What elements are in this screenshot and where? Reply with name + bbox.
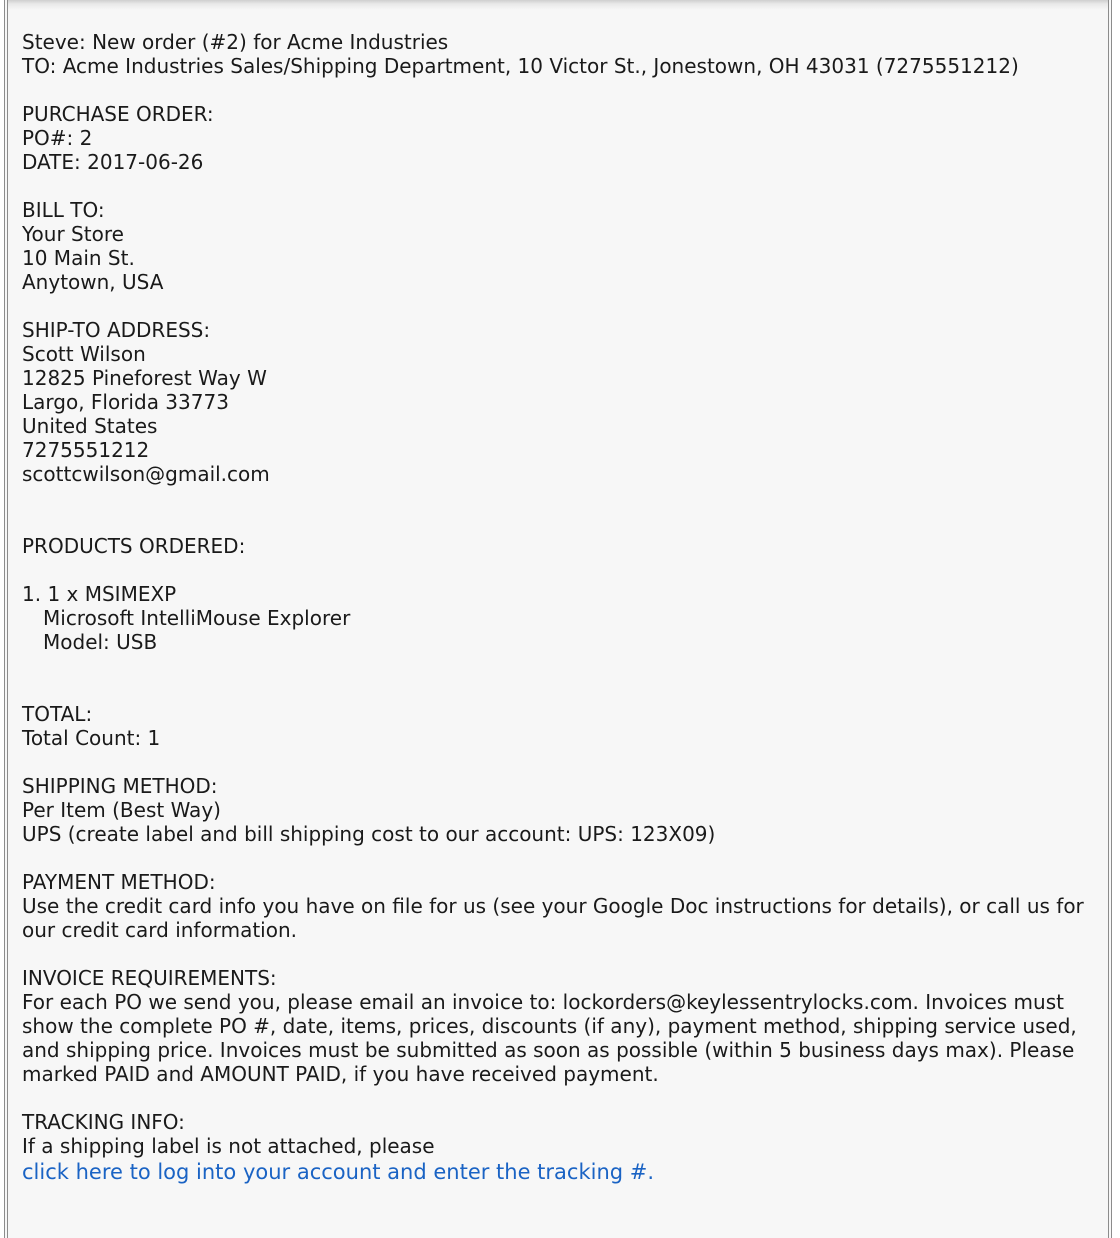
bill-to-line: Anytown, USA — [22, 270, 164, 294]
product-item-model: Model: USB — [43, 630, 158, 654]
bill-to-heading: BILL TO: — [22, 198, 105, 222]
payment-text-line: Use the credit card info you have on file for us (see your Google Doc instructions for details), or call us for — [22, 894, 1084, 918]
product-item-name: Microsoft IntelliMouse Explorer — [43, 606, 351, 630]
invoice-text-line: For each PO we send you, please email an invoice to: lockorders@keylessentrylocks.com. Invoices must — [22, 990, 1064, 1014]
payment-text-line: our credit card information. — [22, 918, 297, 942]
payment-heading: PAYMENT METHOD: — [22, 870, 216, 894]
total-count: Total Count: 1 — [22, 726, 161, 750]
tracking-text: If a shipping label is not attached, please — [22, 1134, 435, 1158]
ship-to-line: United States — [22, 414, 158, 438]
invoice-heading: INVOICE REQUIREMENTS: — [22, 966, 277, 990]
invoice-text-line: show the complete PO #, date, items, prices, discounts (if any), payment method, shipping service used, — [22, 1014, 1077, 1038]
tracking-login-link[interactable]: click here to log into your account and enter the tracking #. — [22, 1160, 655, 1184]
ship-to-line: Scott Wilson — [22, 342, 146, 366]
email-subject: Steve: New order (#2) for Acme Industries — [22, 30, 449, 54]
total-heading: TOTAL: — [22, 702, 93, 726]
bill-to-line: Your Store — [22, 222, 124, 246]
email-to-line: TO: Acme Industries Sales/Shipping Department, 10 Victor St., Jonestown, OH 43031 (7275551212) — [22, 54, 1019, 78]
bill-to-line: 10 Main St. — [22, 246, 135, 270]
ship-to-line: Largo, Florida 33773 — [22, 390, 229, 414]
purchase-order-heading: PURCHASE ORDER: — [22, 102, 214, 126]
products-heading: PRODUCTS ORDERED: — [22, 534, 246, 558]
email-body-frame — [4, 0, 1112, 1238]
ship-to-email: scottcwilson@gmail.com — [22, 462, 270, 486]
ship-to-line: 7275551212 — [22, 438, 150, 462]
product-item-line: 1. 1 x MSIMEXP — [22, 582, 177, 606]
ship-to-line: 12825 Pineforest Way W — [22, 366, 267, 390]
shipping-heading: SHIPPING METHOD: — [22, 774, 218, 798]
po-date: DATE: 2017-06-26 — [22, 150, 204, 174]
tracking-heading: TRACKING INFO: — [22, 1110, 185, 1134]
shipping-method: Per Item (Best Way) — [22, 798, 221, 822]
top-shadow — [8, 0, 1108, 10]
invoice-text-line: marked PAID and AMOUNT PAID, if you have received payment. — [22, 1062, 659, 1086]
ship-to-heading: SHIP-TO ADDRESS: — [22, 318, 211, 342]
po-number: PO#: 2 — [22, 126, 93, 150]
shipping-carrier: UPS (create label and bill shipping cost to our account: UPS: 123X09) — [22, 822, 716, 846]
email-content — [22, 30, 1102, 1184]
invoice-text-line: and shipping price. Invoices must be submitted as soon as possible (within 5 business days max). Please — [22, 1038, 1075, 1062]
